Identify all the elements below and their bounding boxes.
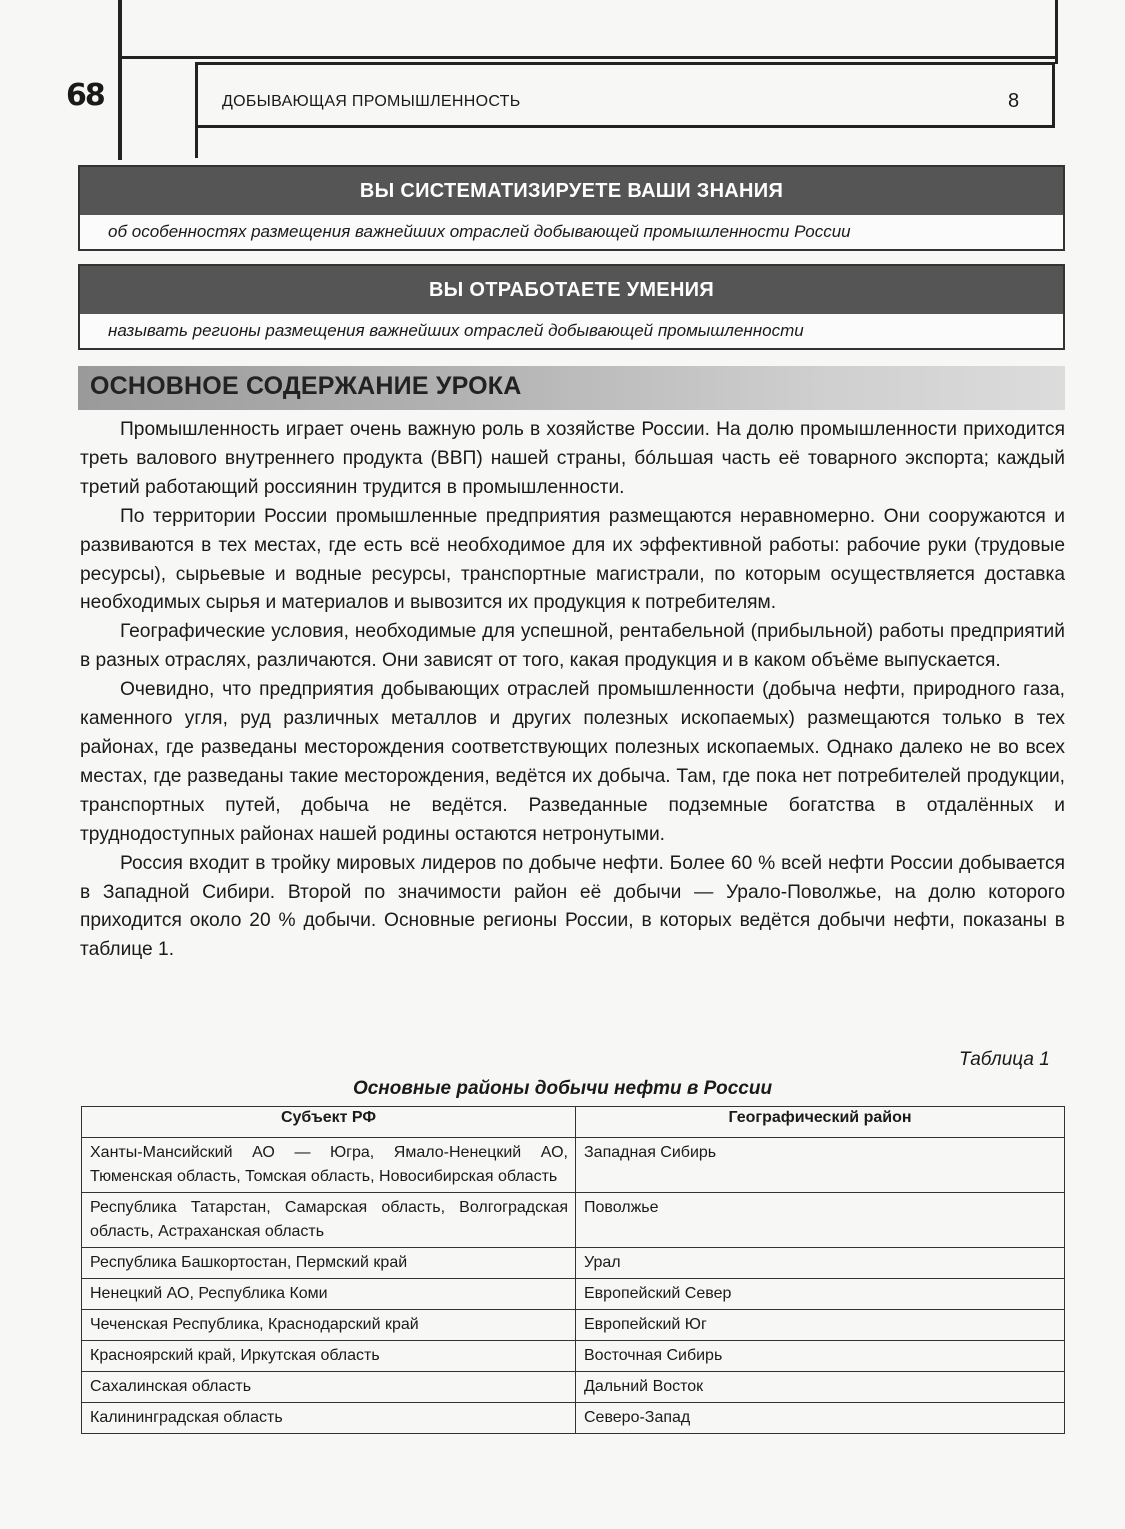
paragraph: Очевидно, что предприятия добывающих отраслей промышленности (добыча нефти, природного газа, каменного угля, руд различных металлов и других полезных ископаемых) размещаются только в тех районах, где разведаны месторождения соответствующих полезных ископаемых. Однако далеко не во всех местах, где разведаны такие месторождения, ведётся их добыча. Там, где пока нет потребителей продукции, транспортных путей, добыча не ведётся. Разведанные подземные богатства в отдалённых и труднодоступных районах нашей родины остаются нетронутыми. [80,679,1065,845]
header-frame-tick [195,128,198,158]
subject-cell: Чеченская Республика, Краснодарский край [82,1310,576,1341]
skills-goal-box [78,264,1065,350]
knowledge-goal-text: об особенностях размещения важнейших отраслей добывающей промышленности России [108,222,851,241]
table-label: Таблица 1 [959,1049,1050,1070]
table-header-row [82,1107,1065,1138]
knowledge-goal-box [78,165,1065,251]
table-row [82,1193,1065,1248]
region-cell: Дальний Восток [576,1372,1065,1403]
region-cell: Европейский Север [576,1279,1065,1310]
paragraph: По территории России промышленные предприятия размещаются неравномерно. Они сооружаются и развиваются в тех местах, где есть всё необходимое для их эффективной работы: рабочие руки (трудовые ресурсы), сырьевые и водные ресурсы, транспортные магистрали, по которым осуществляется доставка необходимых сырья и материалов и вывозится их продукция к потребителям. [80,505,1065,614]
paragraph: Географические условия, необходимые для успешной, рентабельной (прибыльной) работы предприятий в разных отраслях, различаются. Они зависят от того, какая продукция и в каком объёме выпускается. [80,621,1065,672]
subject-cell: Ненецкий АО, Республика Коми [82,1279,576,1310]
subject-cell: Красноярский край, Иркутская область [82,1341,576,1372]
region-cell: Восточная Сибирь [576,1341,1065,1372]
table-row [82,1248,1065,1279]
subject-cell: Сахалинская область [82,1372,576,1403]
table-row [82,1279,1065,1310]
region-cell: Северо-Запад [576,1403,1065,1434]
oil-regions-table [81,1106,1065,1434]
table-title: Основные районы добычи нефти в России [352,1078,773,1099]
table-row [82,1310,1065,1341]
header-frame-left [118,0,122,160]
paragraph: Промышленность играет очень важную роль в хозяйстве России. На долю промышленности приходится треть валового внутреннего продукта (ВВП) нашей страны, бóльшая часть её товарного экспорта; каждый третий работающий россиянин трудится в промышленности. [80,419,1065,498]
region-cell: Урал [576,1248,1065,1279]
section-title: ОСНОВНОЕ СОДЕРЖАНИЕ УРОКА [90,372,522,400]
paragraph: Россия входит в тройку мировых лидеров по добыче нефти. Более 60 % всей нефти России добывается в Западной Сибири. Второй по значимости район её добычи — Урало-Поволжье, на долю которого приходится около 20 % добычи. Основные регионы России, в которых ведётся добычи нефти, показаны в таблице 1. [80,852,1065,961]
region-cell: Западная Сибирь [576,1138,1065,1193]
lesson-body [80,416,1065,965]
header-frame-right [1055,0,1058,64]
column-header-subject: Субъект РФ [82,1107,576,1138]
knowledge-goal-heading: ВЫ СИСТЕМАТИЗИРУЕТЕ ВАШИ ЗНАНИЯ [80,167,1063,215]
column-header-region: Географический район [576,1107,1065,1138]
table-row [82,1372,1065,1403]
region-cell: Поволжье [576,1193,1065,1248]
table-row [82,1341,1065,1372]
chapter-number: 8 [1008,90,1020,112]
region-cell: Европейский Юг [576,1310,1065,1341]
table-row [82,1403,1065,1434]
subject-cell: Республика Башкортостан, Пермский край [82,1248,576,1279]
skills-goal-heading: ВЫ ОТРАБОТАЕТЕ УМЕНИЯ [80,266,1063,314]
skills-goal-text: называть регионы размещения важнейших отраслей добывающей промышленности [108,321,804,340]
section-heading-bar [78,366,1065,410]
subject-cell: Калининградская область [82,1403,576,1434]
page-number: 68 [66,78,104,113]
header-frame-top [118,56,1058,59]
chapter-title: ДОБЫВАЮЩАЯ ПРОМЫШЛЕННОСТЬ [222,93,521,110]
subject-cell: Республика Татарстан, Самарская область, Волгоградская область, Астраханская область [82,1193,576,1248]
table-row [82,1138,1065,1193]
subject-cell: Ханты-Мансийский АО — Югра, Ямало-Ненецкий АО, Тюменская область, Томская область, Новосибирская область [82,1138,576,1193]
